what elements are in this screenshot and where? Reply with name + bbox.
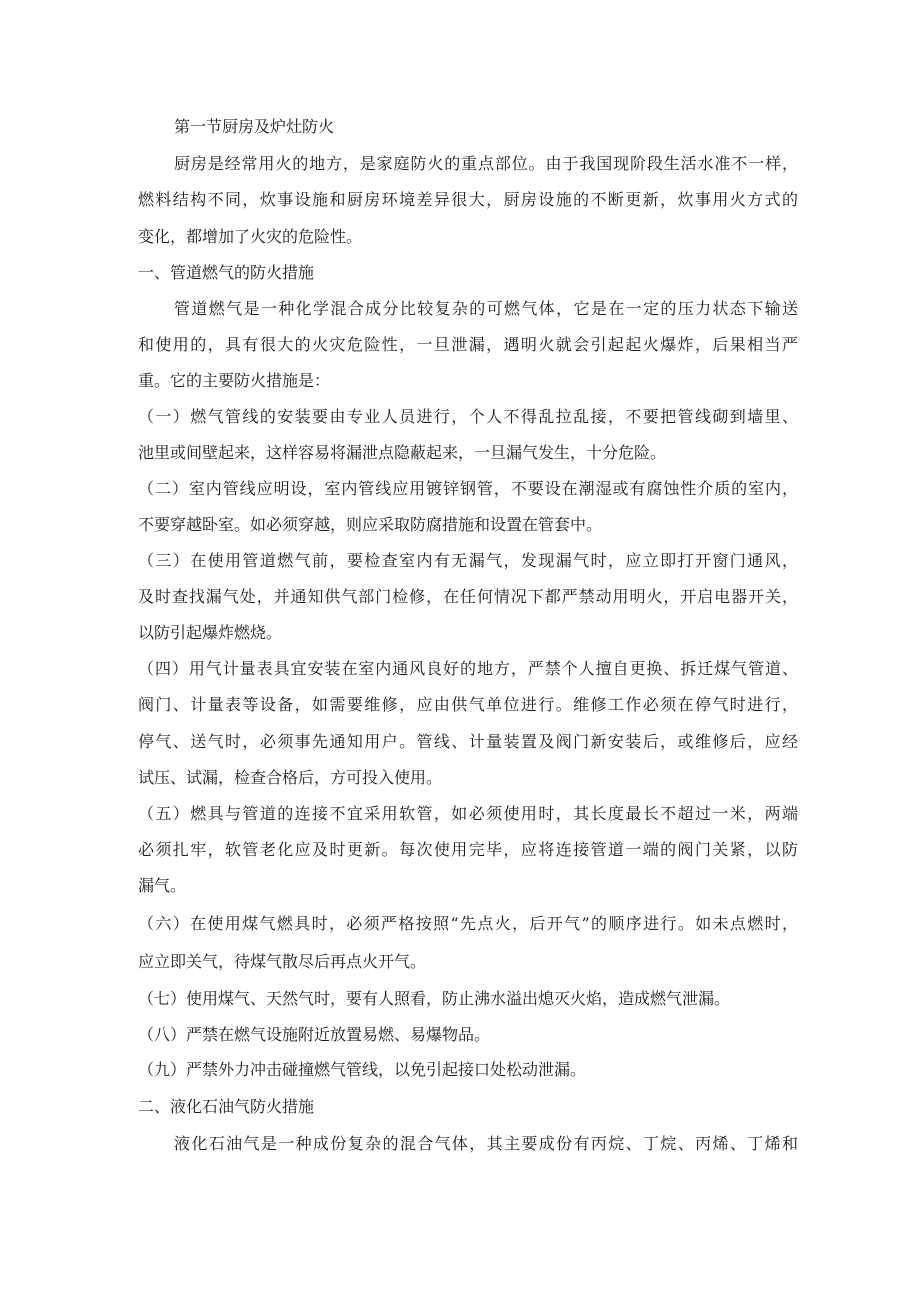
list-item-line: （七）使用煤气、天然气时，要有人照看，防止沸水溢出熄灭火焰，造成燃气泄漏。: [138, 989, 731, 1008]
paragraph-line: 燃料结构不同，炊事设施和厨房环境差异很大，厨房设施的不断更新，炊事用火方式的: [138, 190, 798, 209]
paragraph-line: 和使用的，具有很大的火灾危险性，一旦泄漏，遇明火就会引起起火爆炸，后果相当严: [138, 335, 798, 354]
list-item-line: 不要穿越卧室。如必须穿越，则应采取防腐措施和设置在管套中。: [138, 515, 603, 534]
list-item-line: （二）室内管线应明设，室内管线应用镀锌钢管，不要设在潮湿或有腐蚀性介质的室内，: [138, 479, 798, 498]
list-item-line: （六）在使用煤气燃具时，必须严格按照“先点火，后开气”的顺序进行。如未点燃时，: [138, 914, 798, 933]
paragraph-line: 变化，都增加了火灾的危险性。: [138, 227, 363, 246]
section-heading: 一、管道燃气的防火措施: [138, 263, 315, 282]
list-item-line: （三）在使用管道燃气前，要检查室内有无漏气，发现漏气时，应立即打开窗门通风，: [138, 551, 798, 570]
list-item-line: 试压、试漏，检查合格后，方可投入使用。: [138, 768, 443, 787]
paragraph-line: 厨房是经常用火的地方，是家庭防火的重点部位。由于我国现阶段生活水准不一样，: [174, 154, 798, 173]
list-item-line: 阀门、计量表等设备，如需要维修，应由供气单位进行。维修工作必须在停气时进行，: [138, 695, 798, 714]
section-heading: 二、液化石油气防火措施: [138, 1097, 315, 1116]
list-item-line: 池里或间壁起来，这样容易将漏泄点隐蔽起来，一旦漏气发生，十分危险。: [138, 443, 667, 462]
list-item-line: 以防引起爆炸燃烧。: [138, 623, 283, 642]
list-item-line: （一）燃气管线的安装要由专业人员进行，个人不得乱拉乱接，不要把管线砌到墙里、: [138, 407, 798, 426]
list-item-line: （八）严禁在燃气设施附近放置易燃、易爆物品。: [138, 1025, 491, 1044]
list-item-line: 必须扎牢，软管老化应及时更新。每次使用完毕，应将连接管道一端的阀门关紧，以防: [138, 840, 798, 859]
list-item-line: 及时查找漏气处，并通知供气部门检修，在任何情况下都严禁动用明火，开启电器开关，: [138, 587, 798, 606]
section-title: 第一节厨房及炉灶防火: [174, 117, 335, 136]
list-item-line: （九）严禁外力冲击碰撞燃气管线，以免引起接口处松动泄漏。: [138, 1060, 587, 1079]
paragraph-line: 管道燃气是一种化学混合成分比较复杂的可燃气体，它是在一定的压力状态下输送: [174, 299, 798, 318]
paragraph-line: 液化石油气是一种成份复杂的混合气体，其主要成份有丙烷、丁烷、丙烯、丁烯和: [174, 1134, 798, 1153]
paragraph-line: 重。它的主要防火措施是：: [138, 371, 331, 390]
list-item-line: 漏气。: [138, 876, 187, 895]
list-item-line: （四）用气计量表具宜安装在室内通风良好的地方，严禁个人擅自更换、拆迁煤气管道、: [138, 659, 798, 678]
list-item-line: 应立即关气，待煤气散尽后再点火开气。: [138, 952, 427, 971]
list-item-line: 停气、送气时，必须事先通知用户。管线、计量装置及阀门新安装后，或维修后，应经: [138, 732, 798, 751]
list-item-line: （五）燃具与管道的连接不宜采用软管，如必须使用时，其长度最长不超过一米，两端: [138, 804, 798, 823]
